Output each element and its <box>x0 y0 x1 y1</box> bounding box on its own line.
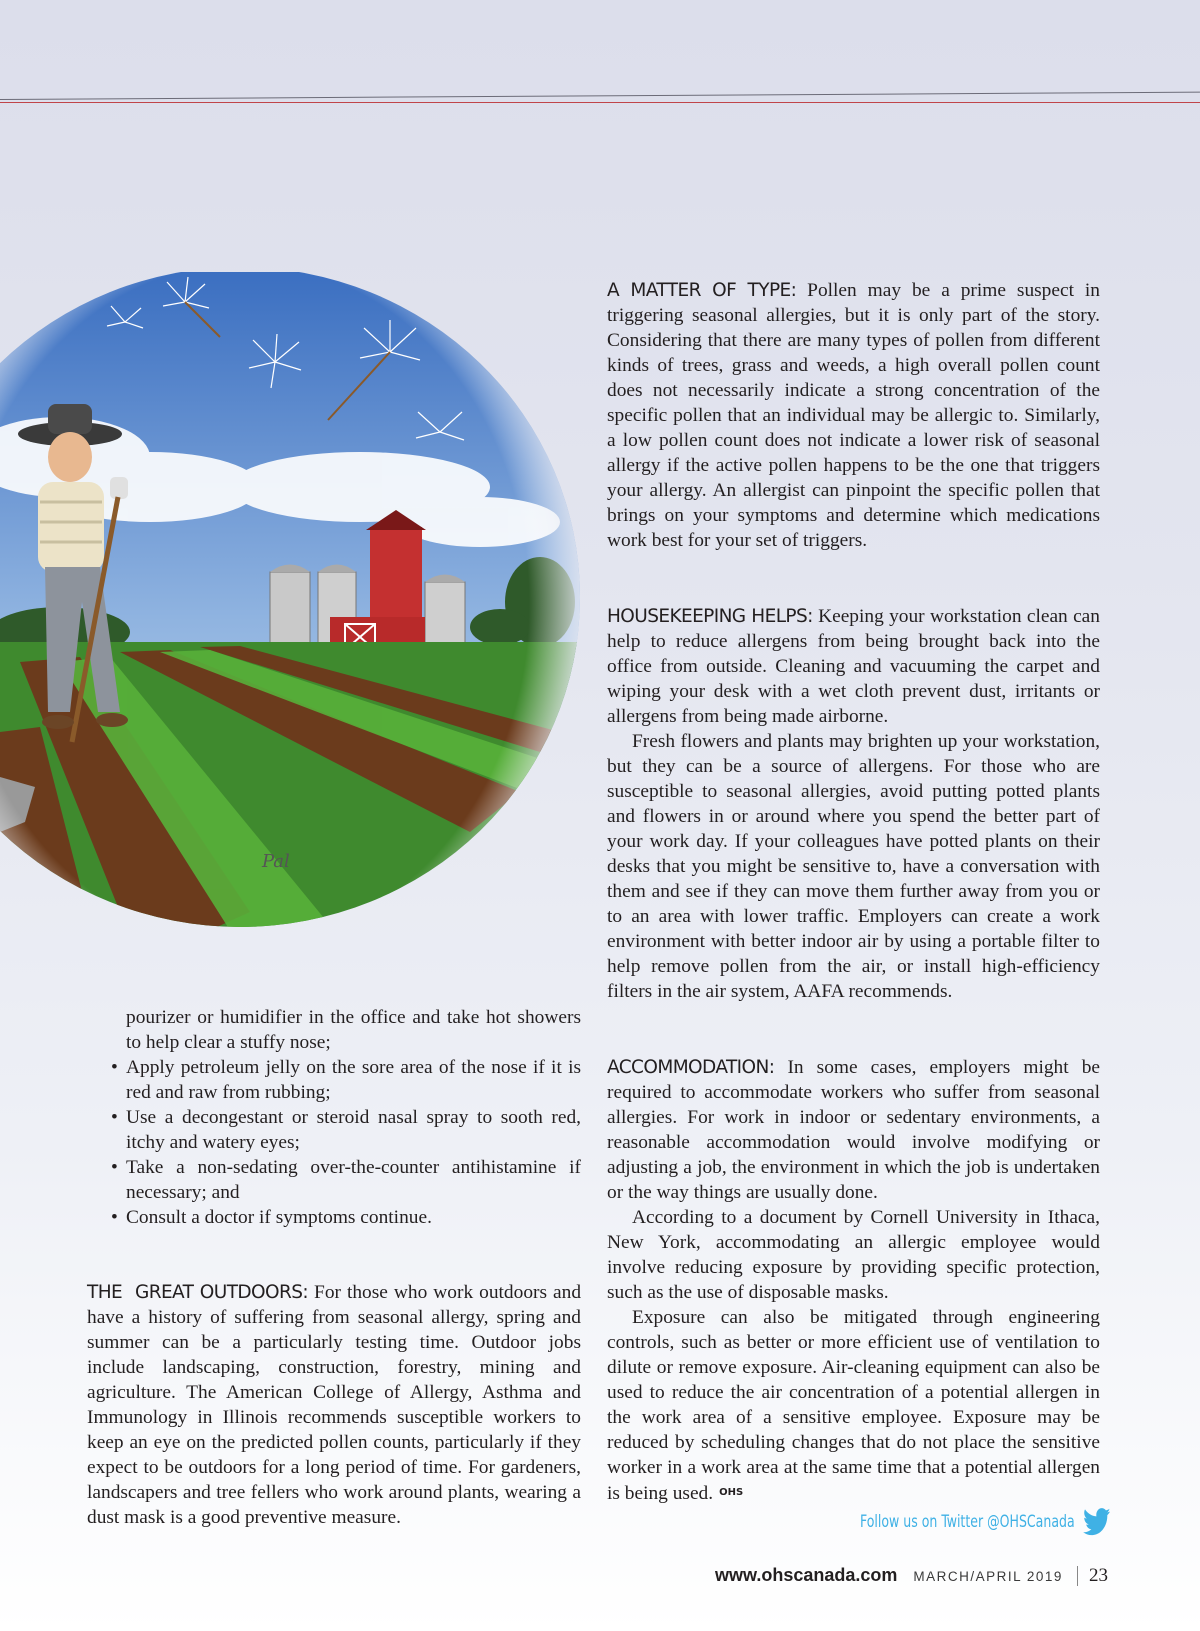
tips-list <box>87 1005 581 1230</box>
twitter-follow-link[interactable] <box>860 1506 1111 1538</box>
paragraph-accommodation-2: According to a document by Cornell University in Ithaca, New York, accommodating an allergic employee would involve reducing exposure by providing specific protection, such as the use of disposable masks. <box>607 1207 1100 1303</box>
list-item <box>87 1055 581 1105</box>
heading-housekeeping: HOUSEKEEPING HELPS: <box>607 606 813 627</box>
ohs-end-mark: OHS <box>719 1487 744 1498</box>
list-item <box>87 1155 581 1205</box>
bullet-icon: • <box>111 1057 118 1078</box>
page-footer <box>715 1565 1108 1587</box>
paragraph-housekeeping-2: Fresh flowers and plants may brighten up your workstation, but they can be a source of allergens. For those who are susceptible to seasonal allergies, avoid putting potted plants and flowers in or around where you spend the better part of your work day. If your colleagues have potted plants on their desks that you might be sensitive to, have a conversation with them and see if they can move them further away from you or to an area with lower traffic. Employers can create a work environment with better indoor air by using a portable filter to help remove pollen from the air, or install high-efficiency filters in the air system, AAFA recommends. <box>607 731 1100 1002</box>
paragraph-matter-of-type: Pollen may be a prime suspect in triggering seasonal allergies, but it is only part of the story. Considering that there are many types of pollen from different kinds of trees, grass and weeds, a high overall pollen count does not necessarily indicate a strong concentration of the specific pollen that an individual may be allergic to. Similarly, a low pollen count does not indicate a lower risk of seasonal allergy if the active pollen happens to be the one that triggers your allergy. An allergist can pinpoint the specific pollen that brings on your symptoms and determine which medications work best for your set of triggers. <box>607 280 1100 551</box>
bullet-icon: • <box>111 1207 118 1228</box>
list-item-text: Take a non-sedating over-the-counter antihistamine if necessary; and <box>126 1157 581 1203</box>
farmer-field-illustration <box>0 272 580 962</box>
list-item <box>87 1205 581 1230</box>
list-item-text: Apply petroleum jelly on the sore area of the nose if it is red and raw from rubbing; <box>126 1057 581 1103</box>
footer-issue: MARCH/APRIL 2019 <box>913 1569 1063 1584</box>
section-accommodation <box>607 1055 1100 1506</box>
heading-matter-of-type: A MATTER OF TYPE: <box>607 280 797 301</box>
section-housekeeping <box>607 604 1100 1004</box>
paragraph-accommodation-3: Exposure can also be mitigated through engineering controls, such as better or more efficient use of ventilation to dilute or remove exposure. Air-cleaning equipment can also be used to reduce the air concentration of a potential allergen in the work area of a sensitive employee. Exposure may be reduced by scheduling changes that do not place the sensitive worker in a work area at the same time that a potential allergen is being used. <box>607 1307 1100 1504</box>
paragraph-great-outdoors: For those who work outdoors and have a history of suffering from seasonal allergy, spring and summer can be a particularly testing time. Outdoor jobs include landscaping, construction, forestry, mining and agriculture. The American College of Allergy, Asthma and Immunology in Illinois recommends susceptible workers to keep an eye on the predicted pollen counts, particularly if they expect to be outdoors for a long period of time. For gardeners, landscapers and tree fellers who work around plants, wearing a dust mask is a good preventive measure. <box>87 1282 582 1528</box>
heading-accommodation: ACCOMMODATION: <box>607 1057 775 1078</box>
page-number: 23 <box>1088 1565 1108 1586</box>
paragraph-accommodation-1: In some cases, employers might be required to accommodate workers who suffer from seasonal allergies. For work in indoor or sedentary environments, a reasonable accommodation would involve modifying or adjusting a job, the environment in which the job is undertaken or the way things are usually done. <box>607 1057 1100 1203</box>
list-item-text: Use a decongestant or steroid nasal spray to sooth red, itchy and watery eyes; <box>126 1107 581 1153</box>
footer-divider <box>1077 1566 1078 1586</box>
header-rule-red <box>0 102 1200 103</box>
section-matter-of-type <box>607 278 1100 553</box>
section-great-outdoors <box>87 1280 581 1530</box>
paragraph-housekeeping-1: Keeping your workstation clean can help to reduce allergens from being brought back into the office from outside. Cleaning and vacuuming the carpet and wiping your desk with a wet cloth prevent dust, irritants or allergens from being made airborne. <box>607 606 1100 727</box>
footer-url[interactable]: www.ohscanada.com <box>715 1565 898 1585</box>
bullet-icon: • <box>111 1157 118 1178</box>
list-item <box>87 1105 581 1155</box>
header-rule <box>0 92 1200 100</box>
illustration-signature: Pal <box>262 851 290 872</box>
list-item-continuation: pourizer or humidifier in the office and take hot showers to help clear a stuffy nose; <box>126 1007 581 1053</box>
twitter-bird-icon <box>1083 1508 1111 1536</box>
bullet-icon: • <box>111 1107 118 1128</box>
heading-great-outdoors: THE GREAT OUTDOORS: <box>87 1282 309 1303</box>
twitter-follow-text: Follow us on Twitter @OHSCanada <box>860 1512 1075 1532</box>
list-item-text: Consult a doctor if symptoms continue. <box>126 1207 432 1228</box>
